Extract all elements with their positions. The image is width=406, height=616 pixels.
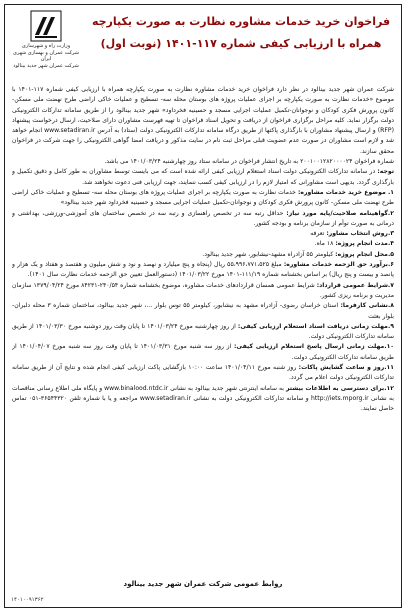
item-label: ۷.شرایط عمومی قرارداد: [316,281,394,289]
registration-paragraph: شماره فراخوان ۲۰۰۱۰۰۱۲۸۲۰۰۰۰۲۴ به تاریخ انتشار فراخوان در سامانه ستاد روز چهارشنبه ۱۴۰۱/۰۳/۲۴ می باشد. [104,158,394,166]
item-text: حداقل رتبه سه در تخصص راهسازی و رتبه سه در تخصص ساختمان های آموزشی-ورزشی، بهداشتی و درمانی به صورت توأم از سازمان برنامه و بودجه کشور. [12,209,394,227]
list-item [12,239,394,249]
item-text: استان خراسان رضوی- آزادراه مشهد به نیشابور، کیلومتر ۵۵ توس بلوار ...، شهر جدید بینالود، ساختمان شماره ۳ محله دلبران-بلوار بعثت [12,302,394,320]
list-item [12,342,394,363]
item-label: ۹.مهلت زمانی دریافت اسناد استعلام ارزیابی کیفی: [237,322,394,330]
notice-body [12,85,394,573]
title-line-2: همراه با ارزیابی کیفی شماره ۱۱۷-۱۴۰۱ (نوبت اول) [100,37,382,50]
list-item [12,209,394,230]
item-text: به سامانه اینترنتی شهر جدید بینالود به نشانی www.binalood.ntdc.ir و پایگاه ملی اطلاع رسانی مناقصات به نشانی http://iets.mporg.ir و سامانه تدارکات الکترونیکی دولت به نشانی www.setadiran.ir مراجعه و یا با شماره تلفن ۳۶۵۴۴۳۲۰-۰۵۱ تماس حاصل نمایند. [12,384,394,413]
logo-org-line-1: وزارت راه و شهرسازی [21,43,71,49]
item-text: کیلومتر ۵۵ آزادراه مشهد-نیشابور، شهر جدید بینالود. [202,250,334,258]
notice-code: ۱۴۰۱۰۰۹۱۳۶۲ [11,597,44,603]
list-item [12,260,394,281]
footer [5,577,401,603]
item-text: خدمات نظارت به صورت یکپارچه بر اجرای عملیات پروژه های بوستان محله سه- تسطیح و عملیات خاکی اراضی طرح نهضت ملی مسکن- کانون پرورش فکری کودکان و نوجوانان-تکمیل عملیات اجرایی مسجد و حسینیه فخرداود شهر جدید بینالود» [12,188,394,207]
company-logo-icon [29,9,63,43]
note-text: در سامانه تدارکات الکترونیکی دولت اسناد استعلام ارزیابی کیفی ارائه شده است که می بایست توسط مشاوران به طور کامل و دقیق تکمیل و بارگذاری گردد. بدیهی است مشاورانی که امتیاز لازم را در ارزیابی کیفی کسب ننمایند، جهت ارزیابی فنی دعوت نخواهند شد. [12,168,394,186]
item-text: تعرفه [310,230,325,238]
item-text: مبلغ ۵۵،۹۹۶،۷۷۱،۵۲۵ ریال (پنجاه و پنج میلیارد و نهصد و نود و شش میلیون و هفتصد و هفتاد و یک هزار و پانصد و بیست و پنج ریال) بر اساس بخشنامه شماره ۱۱۱/۱۹-۱۴۰۱ مورخ ۱۴۰۱/۰۳/۲۲ (دستورالعمل تعیین حق الزحمه خدمات نظارت سال ۱۴۰۱). [12,261,394,279]
signature: روابط عمومی شرکت عمران شهر جدید بینالود [123,580,283,588]
logo-org-line-2: شرکت عمران و بهسازی شهری ایران [13,49,79,62]
logo-org-line-3: شرکت عمران شهر جدید بینالود [13,62,79,69]
list-item [12,363,394,384]
list-item [12,250,394,260]
item-label: ۱۲.برای دسترسی به اطلاعات بیشتر [285,384,394,392]
item-label: ۱۰.مهلت زمانی ارسال پاسخ استعلام ارزیابی کیفی: [233,343,394,351]
list-item [12,322,394,343]
item-label: ۳.روش انتخاب مشاور: [326,230,394,238]
note-label: توجه: [377,168,394,176]
item-text: روز شنبه مورخ ۱۴۰۱/۰۴/۱۱ ساعت ۱۰:۰۰ بازگشایی پاکت ارزیابی کیفی انجام شده و نتایج آن از طریق سامانه تدارکات الکترونیکی دولت اعلام می گردد. [12,364,394,382]
item-label: ۵.محل انجام پروژه: [335,250,394,258]
item-text: از روز چهارشنبه مورخ ۱۴۰۱/۰۳/۲۴ تا پایان وقت روز دوشنبه مورخ ۱۴۰۱/۰۳/۳۰ از طریق سامانه تدارکات الکترونیکی دولت. [12,322,394,341]
list-item [12,229,394,239]
item-text: ۱۸ ماه. [314,240,334,248]
notice-title [87,11,395,55]
item-label: ۴.مدت انجام پروژه: [335,240,394,248]
item-label: ۲.گواهینامه صلاحیت/پایه مورد نیاز: [286,209,394,217]
item-label: ۸.نشانی کارفرما: [340,302,394,310]
header [5,5,401,85]
list-item [12,188,394,209]
list-item [12,384,394,415]
item-label: ۶.برآورد حق الزحمه خدمات مشاوره: [283,261,394,269]
notice-page [4,4,402,608]
intro-paragraph: شرکت عمران شهر جدید بینالود در نظر دارد فراخوان خرید خدمات مشاوره نظارت به صورت یکپارچه همراه با ارزیابی کیفی شماره ۱۱۷-۱۴۰۱ با موضوع «خدمات نظارت به صورت یکپارچه بر اجرای عملیات پروژه های بوستان محله سه- تسطیح و عملیات خاکی اراضی طرح نهضت ملی مسکن- کانون پرورش فکری کودکان و نوجوانان-تکمیل عملیات اجرایی مسجد و حسینیه فخرداود» شهر جدید بینالود را از طریق سامانه تدارکات الکترونیکی دولت برگزار نماید. کلیه مراحل برگزاری فراخوان از دریافت و تحویل اسناد فراخوان تا تهیه فهرست مشاوران دارای صلاحیت، ارسال درخواست پیشنهاد (RFP) و ارسال پیشنهاد مشاوران با بارگذاری پاکتها از طریق درگاه سامانه تدارکات الکترونیکی دولت (ستاد) به آدرس www.setadiran.ir انجام خواهد شد و لازم است مشاوران در صورت عدم عضویت قبلی مراحل ثبت نام در سایت مذکور و دریافت امضا گواهی الکترونیکی را جهت شرکت در فراخوان محقق سازند. [12,86,394,155]
item-text: شرایط عمومی همسان قراردادهای خدمات مشاوره، موضوع بخشنامه شماره ۲۴۰/۵۴-۸۴۲۳۱ مورخ ۱۳۷۹/۰۴/۲۴ سازمان مدیریت و برنامه ریزی کشور. [12,281,394,299]
title-line-1: فراخوان خرید خدمات مشاوره نظارت به صورت یکپارچه [91,15,391,28]
logo [9,9,83,69]
item-label: ۱. موضوع خرید خدمات مشاوره: [297,188,394,196]
list-item [12,301,394,322]
item-label: ۱۱.روز و ساعت گشایش پاکات: [298,364,394,372]
item-text: از روز سه شنبه مورخ ۱۴۰۱/۰۳/۳۱ تا پایان وقت روز سه شنبه مورخ ۱۴۰۱/۰۴/۰۷ از طریق سامانه تدارکات الکترونیکی دولت. [12,343,394,361]
list-item [12,281,394,302]
note-paragraph [12,167,394,188]
